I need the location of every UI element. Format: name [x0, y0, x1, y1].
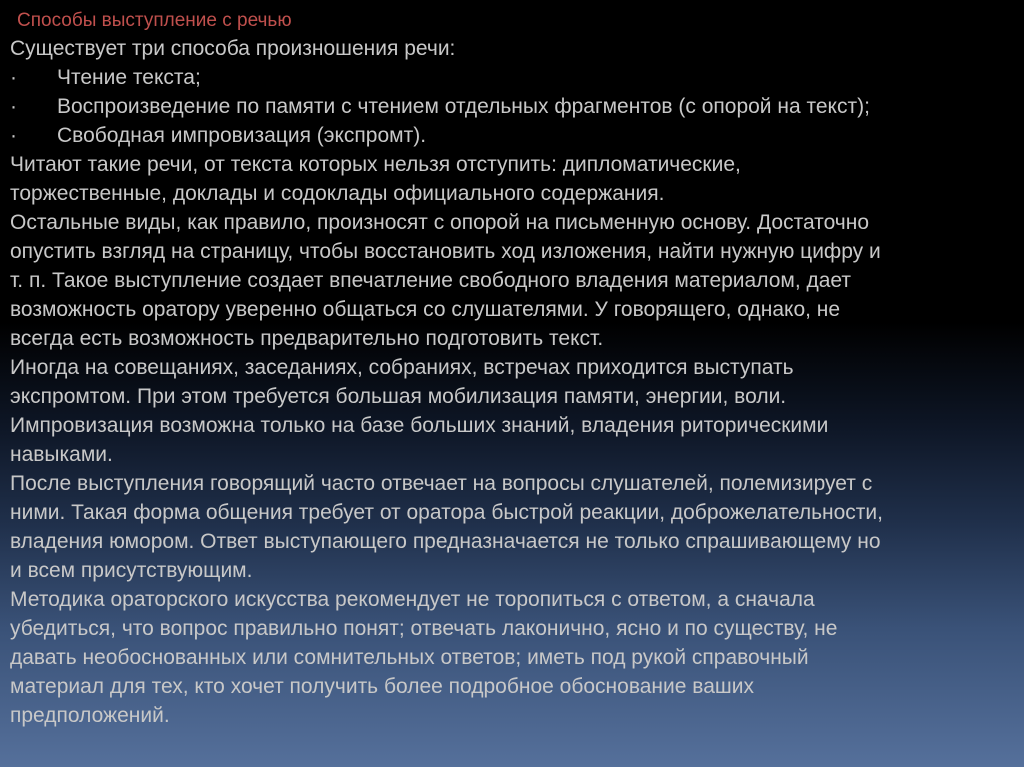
paragraph-line: опустить взгляд на страницу, чтобы восстановить ход изложения, найти нужную цифру и: [10, 240, 881, 263]
bullet-mark: ·: [10, 66, 17, 89]
paragraph: [10, 353, 1014, 411]
bullet-item: [10, 92, 1014, 121]
paragraph: [10, 585, 1014, 730]
paragraph-line: материал для тех, кто хочет получить более подробное обоснование ваших: [10, 675, 754, 698]
paragraph-line: экспромтом. При этом требуется большая мобилизация памяти, энергии, воли.: [10, 385, 787, 408]
bullet-item: [10, 63, 1014, 92]
paragraph-line: Методика ораторского искусства рекомендует не торопиться с ответом, а сначала: [10, 588, 815, 611]
paragraph-line: Остальные виды, как правило, произносят с опорой на письменную основу. Достаточно: [10, 211, 870, 234]
paragraph-line: всегда есть возможность предварительно подготовить текст.: [10, 327, 604, 350]
paragraph: [10, 411, 1014, 469]
bullet-item: [10, 121, 1014, 150]
bullet-text: Свободная импровизация (экспромт).: [57, 124, 427, 147]
bullet-mark: ·: [10, 95, 17, 118]
paragraph-line: навыками.: [10, 443, 113, 466]
paragraph-line: давать необоснованных или сомнительных ответов; иметь под рукой справочный: [10, 646, 809, 669]
paragraph: [10, 150, 1014, 208]
paragraph-line: После выступления говорящий часто отвечает на вопросы слушателей, полемизирует с: [10, 472, 873, 495]
bullet-list: [10, 63, 1014, 150]
bullet-text: Воспроизведение по памяти с чтением отдельных фрагментов (с опорой на текст);: [57, 95, 870, 118]
paragraph-line: предположений.: [10, 704, 170, 727]
paragraph-line: Иногда на совещаниях, заседаниях, собраниях, встречах приходится выступать: [10, 356, 794, 379]
paragraph-line: убедиться, что вопрос правильно понят; отвечать лаконично, ясно и по существу, не: [10, 617, 838, 640]
slide-title: Способы выступление с речью: [17, 10, 292, 31]
bullet-text: Чтение текста;: [57, 66, 201, 89]
paragraph-line: ними. Такая форма общения требует от оратора быстрой реакции, доброжелательности,: [10, 501, 883, 524]
bullet-mark: ·: [10, 124, 17, 147]
paragraph-line: владения юмором. Ответ выступающего предназначается не только спрашивающему но: [10, 530, 881, 553]
paragraph: [10, 208, 1014, 353]
paragraph-line: и всем присутствующим.: [10, 559, 253, 582]
slide: [10, 8, 1014, 730]
paragraph-line: возможность оратору уверенно общаться со слушателями. У говорящего, однако, не: [10, 298, 841, 321]
paragraph-line: т. п. Такое выступление создает впечатление свободного владения материалом, дает: [10, 269, 852, 292]
intro-text: Существует три способа произношения речи:: [10, 37, 456, 60]
paragraph-line: Импровизация возможна только на базе больших знаний, владения риторическими: [10, 414, 829, 437]
paragraph: [10, 469, 1014, 585]
paragraph-line: торжественные, доклады и содоклады официального содержания.: [10, 182, 665, 205]
paragraph-line: Читают такие речи, от текста которых нельзя отступить: дипломатические,: [10, 153, 741, 176]
